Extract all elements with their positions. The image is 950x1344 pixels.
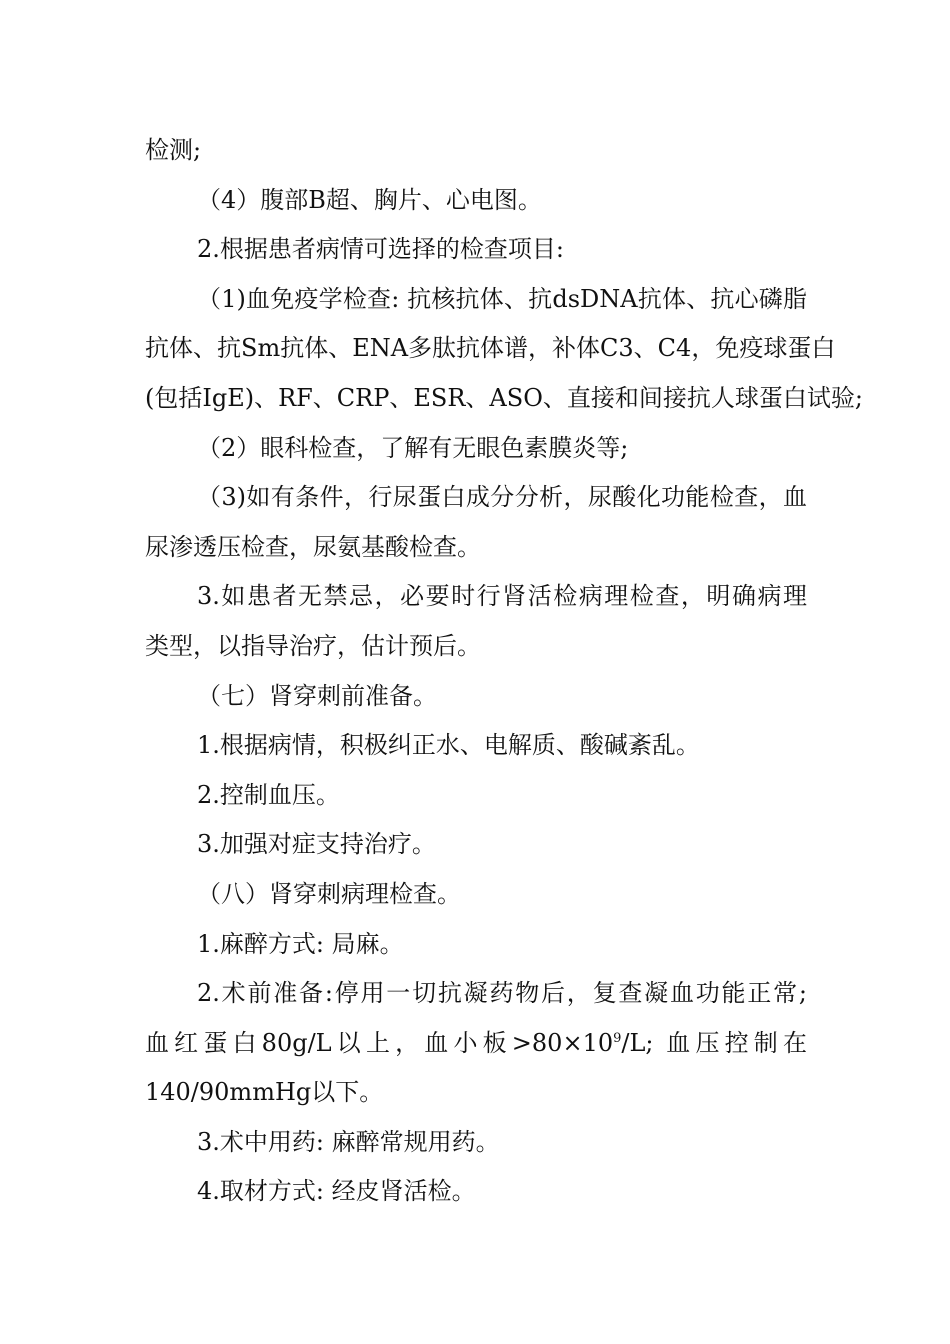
- paragraph-line: 1.麻醉方式: 局麻。: [197, 929, 404, 958]
- paragraph-line: 140/90mmHg以下。: [145, 1078, 384, 1107]
- paragraph-line: 4.取材方式: 经皮肾活检。: [197, 1177, 476, 1206]
- paragraph-line: 2.根据患者病情可选择的检查项目:: [197, 235, 564, 264]
- paragraph-line: 尿渗透压检查，尿氨基酸检查。: [145, 532, 481, 561]
- section-heading: （七）肾穿刺前准备。: [197, 681, 437, 710]
- document-body: [145, 126, 863, 1217]
- paragraph-line: 1.根据病情，积极纠正水、电解质、酸碱紊乱。: [197, 731, 700, 760]
- exponent-superscript: 9: [613, 1030, 622, 1046]
- paragraph-line: （4）腹部B超、胸片、心电图。: [197, 185, 542, 214]
- paragraph-line: 3.术中用药: 麻醉常规用药。: [197, 1127, 500, 1156]
- paragraph-line: （1)血免疫学检查: 抗核抗体、抗dsDNA抗体、抗心磷脂: [197, 284, 807, 313]
- paragraph-line: （3)如有条件，行尿蛋白成分分析，尿酸化功能检查，血: [197, 483, 807, 512]
- paragraph-line: 类型，以指导治疗，估计预后。: [145, 631, 481, 660]
- paragraph-line: (包括IgE)、RF、CRP、ESR、ASO、直接和间接抗人球蛋白试验;: [145, 383, 863, 412]
- platelet-text-after: /L; 血压控制在: [621, 1028, 807, 1057]
- paragraph-line: 抗体、抗Sm抗体、ENA多肽抗体谱，补体C3、C4，免疫球蛋白: [145, 334, 836, 363]
- paragraph-line: 3.加强对症支持治疗。: [197, 830, 436, 859]
- paragraph-line: 3.如患者无禁忌，必要时行肾活检病理检查，明确病理: [197, 582, 807, 611]
- paragraph-line: 2.术前准备:停用一切抗凝药物后，复查凝血功能正常;: [197, 979, 807, 1008]
- paragraph-line-platelet: [145, 1019, 807, 1069]
- platelet-text-before: 血红蛋白80g/L以上，血小板>80×10: [145, 1028, 614, 1057]
- paragraph-line: 检测;: [145, 136, 202, 164]
- paragraph-line: 2.控制血压。: [197, 780, 340, 809]
- paragraph-line: （2）眼科检查，了解有无眼色素膜炎等;: [197, 433, 629, 462]
- section-heading: （八）肾穿刺病理检查。: [197, 879, 461, 908]
